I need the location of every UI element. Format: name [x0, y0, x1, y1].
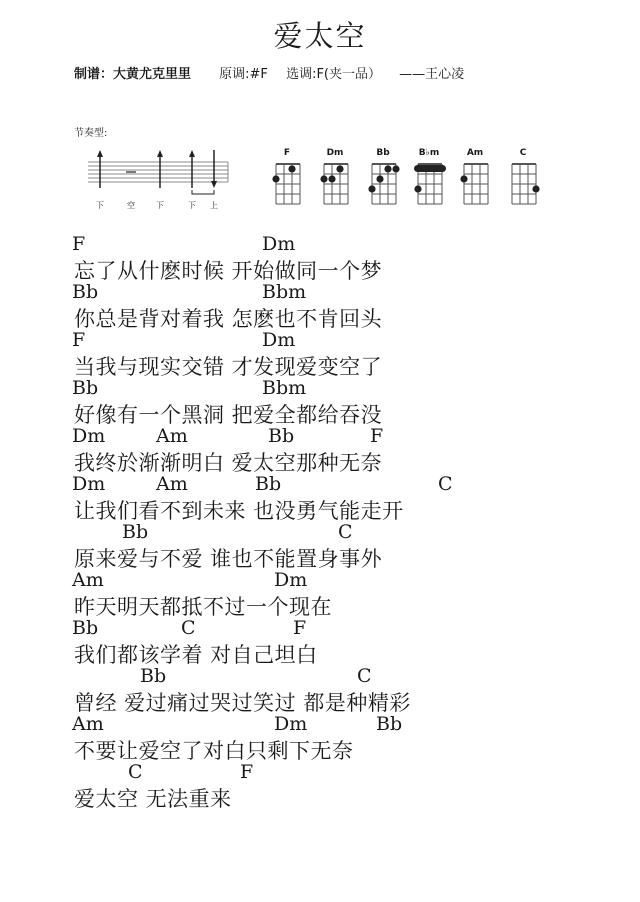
chord-symbol: F [72, 329, 86, 351]
chord-diagram-dm [314, 150, 356, 212]
chord-symbol: Am [156, 473, 188, 495]
chord-line [0, 569, 600, 593]
chord-diagram-name: Dm [326, 148, 344, 158]
lyric-line: 忘了从什麽时候 开始做同一个梦 [74, 259, 383, 283]
chord-symbol: Dm [262, 329, 296, 351]
lyric-line: 好像有一个黑洞 把爱全都给吞没 [74, 403, 383, 427]
song-title: 爱太空 [273, 19, 367, 53]
chord-diagrams [258, 150, 558, 212]
stroke-label: 空 [127, 201, 135, 210]
chord-symbol: Dm [262, 233, 296, 255]
chord-line [0, 377, 600, 401]
chord-symbol: F [370, 425, 384, 447]
chord-symbol: Bb [72, 281, 99, 303]
chord-symbol: Bb [255, 473, 282, 495]
chord-diagram-name: B♭m [418, 148, 440, 158]
chord-symbol: Dm [274, 569, 308, 591]
chord-line [0, 233, 600, 257]
chord-symbol: Am [72, 569, 104, 591]
arranger-credit: 制谱：大黄尤克里里 [74, 67, 192, 82]
stroke-label: 下 [188, 201, 196, 210]
chord-line [0, 521, 600, 545]
chord-line [0, 329, 600, 353]
chord-symbol: F [293, 617, 307, 639]
rhythm-pattern-diagram [88, 146, 248, 216]
chord-symbol: Dm [274, 713, 308, 735]
lyric-line: 你总是背对着我 怎麽也不肯回头 [74, 307, 383, 331]
chord-line [0, 473, 600, 497]
chord-diagram-am [454, 150, 496, 212]
artist-credit: ——王心凌 [399, 67, 465, 82]
lyric-line: 我终於渐渐明白 爱太空那种无奈 [74, 451, 383, 475]
chord-diagram-f [266, 150, 308, 212]
chord-symbol: Bbm [262, 281, 307, 303]
lyric-line: 昨天明天都抵不过一个现在 [74, 595, 332, 619]
chord-symbol: Bb [376, 713, 403, 735]
lyric-line: 当我与现实交错 才发现爱变空了 [74, 355, 383, 379]
chord-symbol: Dm [72, 473, 106, 495]
chord-symbol: Bb [122, 521, 149, 543]
chord-line [0, 425, 600, 449]
chord-symbol: F [72, 233, 86, 255]
chord-symbol: C [338, 521, 353, 543]
chord-line [0, 281, 600, 305]
chord-symbol: C [357, 665, 372, 687]
chord-symbol: Bb [72, 377, 99, 399]
stroke-label: 上 [210, 201, 218, 210]
chord-diagram-bb [362, 150, 404, 212]
chord-symbol: C [181, 617, 196, 639]
chord-diagram-name: Am [466, 148, 484, 158]
chosen-key: 选调:F(夹一品） [286, 67, 381, 82]
chord-symbol: Bb [268, 425, 295, 447]
chord-symbol: Am [156, 425, 188, 447]
chord-symbol: C [438, 473, 453, 495]
chord-diagram-bbm [408, 150, 450, 212]
song-meta [74, 63, 478, 82]
chord-symbol: F [240, 761, 254, 783]
lyric-line: 不要让爱空了对白只剩下无奈 [74, 739, 354, 763]
chord-symbol: Am [72, 713, 104, 735]
chord-diagram-name: F [283, 148, 291, 158]
stroke-label: 下 [96, 201, 104, 210]
chord-diagram-name: C [519, 148, 527, 158]
chord-symbol: Bbm [262, 377, 307, 399]
lyric-line: 让我们看不到未来 也没勇气能走开 [74, 499, 404, 523]
chord-line [0, 713, 600, 737]
chord-line [0, 761, 600, 785]
chord-symbol: C [128, 761, 143, 783]
lyric-line: 原来爱与不爱 谁也不能置身事外 [74, 547, 383, 571]
chord-symbol: Bb [140, 665, 167, 687]
lyric-line: 爱太空 无法重来 [74, 787, 232, 811]
chord-diagram-c [502, 150, 544, 212]
rhythm-label: 节奏型: [74, 128, 108, 139]
chord-line [0, 665, 600, 689]
chord-symbol: Dm [72, 425, 106, 447]
chord-symbol: Bb [72, 617, 99, 639]
stroke-label: 下 [156, 201, 164, 210]
lyric-line: 我们都该学着 对自己坦白 [74, 643, 318, 667]
chord-diagram-name: Bb [376, 148, 390, 158]
original-key: 原调:#F [219, 67, 268, 82]
chord-line [0, 617, 600, 641]
lyric-line: 曾经 爱过痛过哭过笑过 都是种精彩 [74, 691, 411, 715]
